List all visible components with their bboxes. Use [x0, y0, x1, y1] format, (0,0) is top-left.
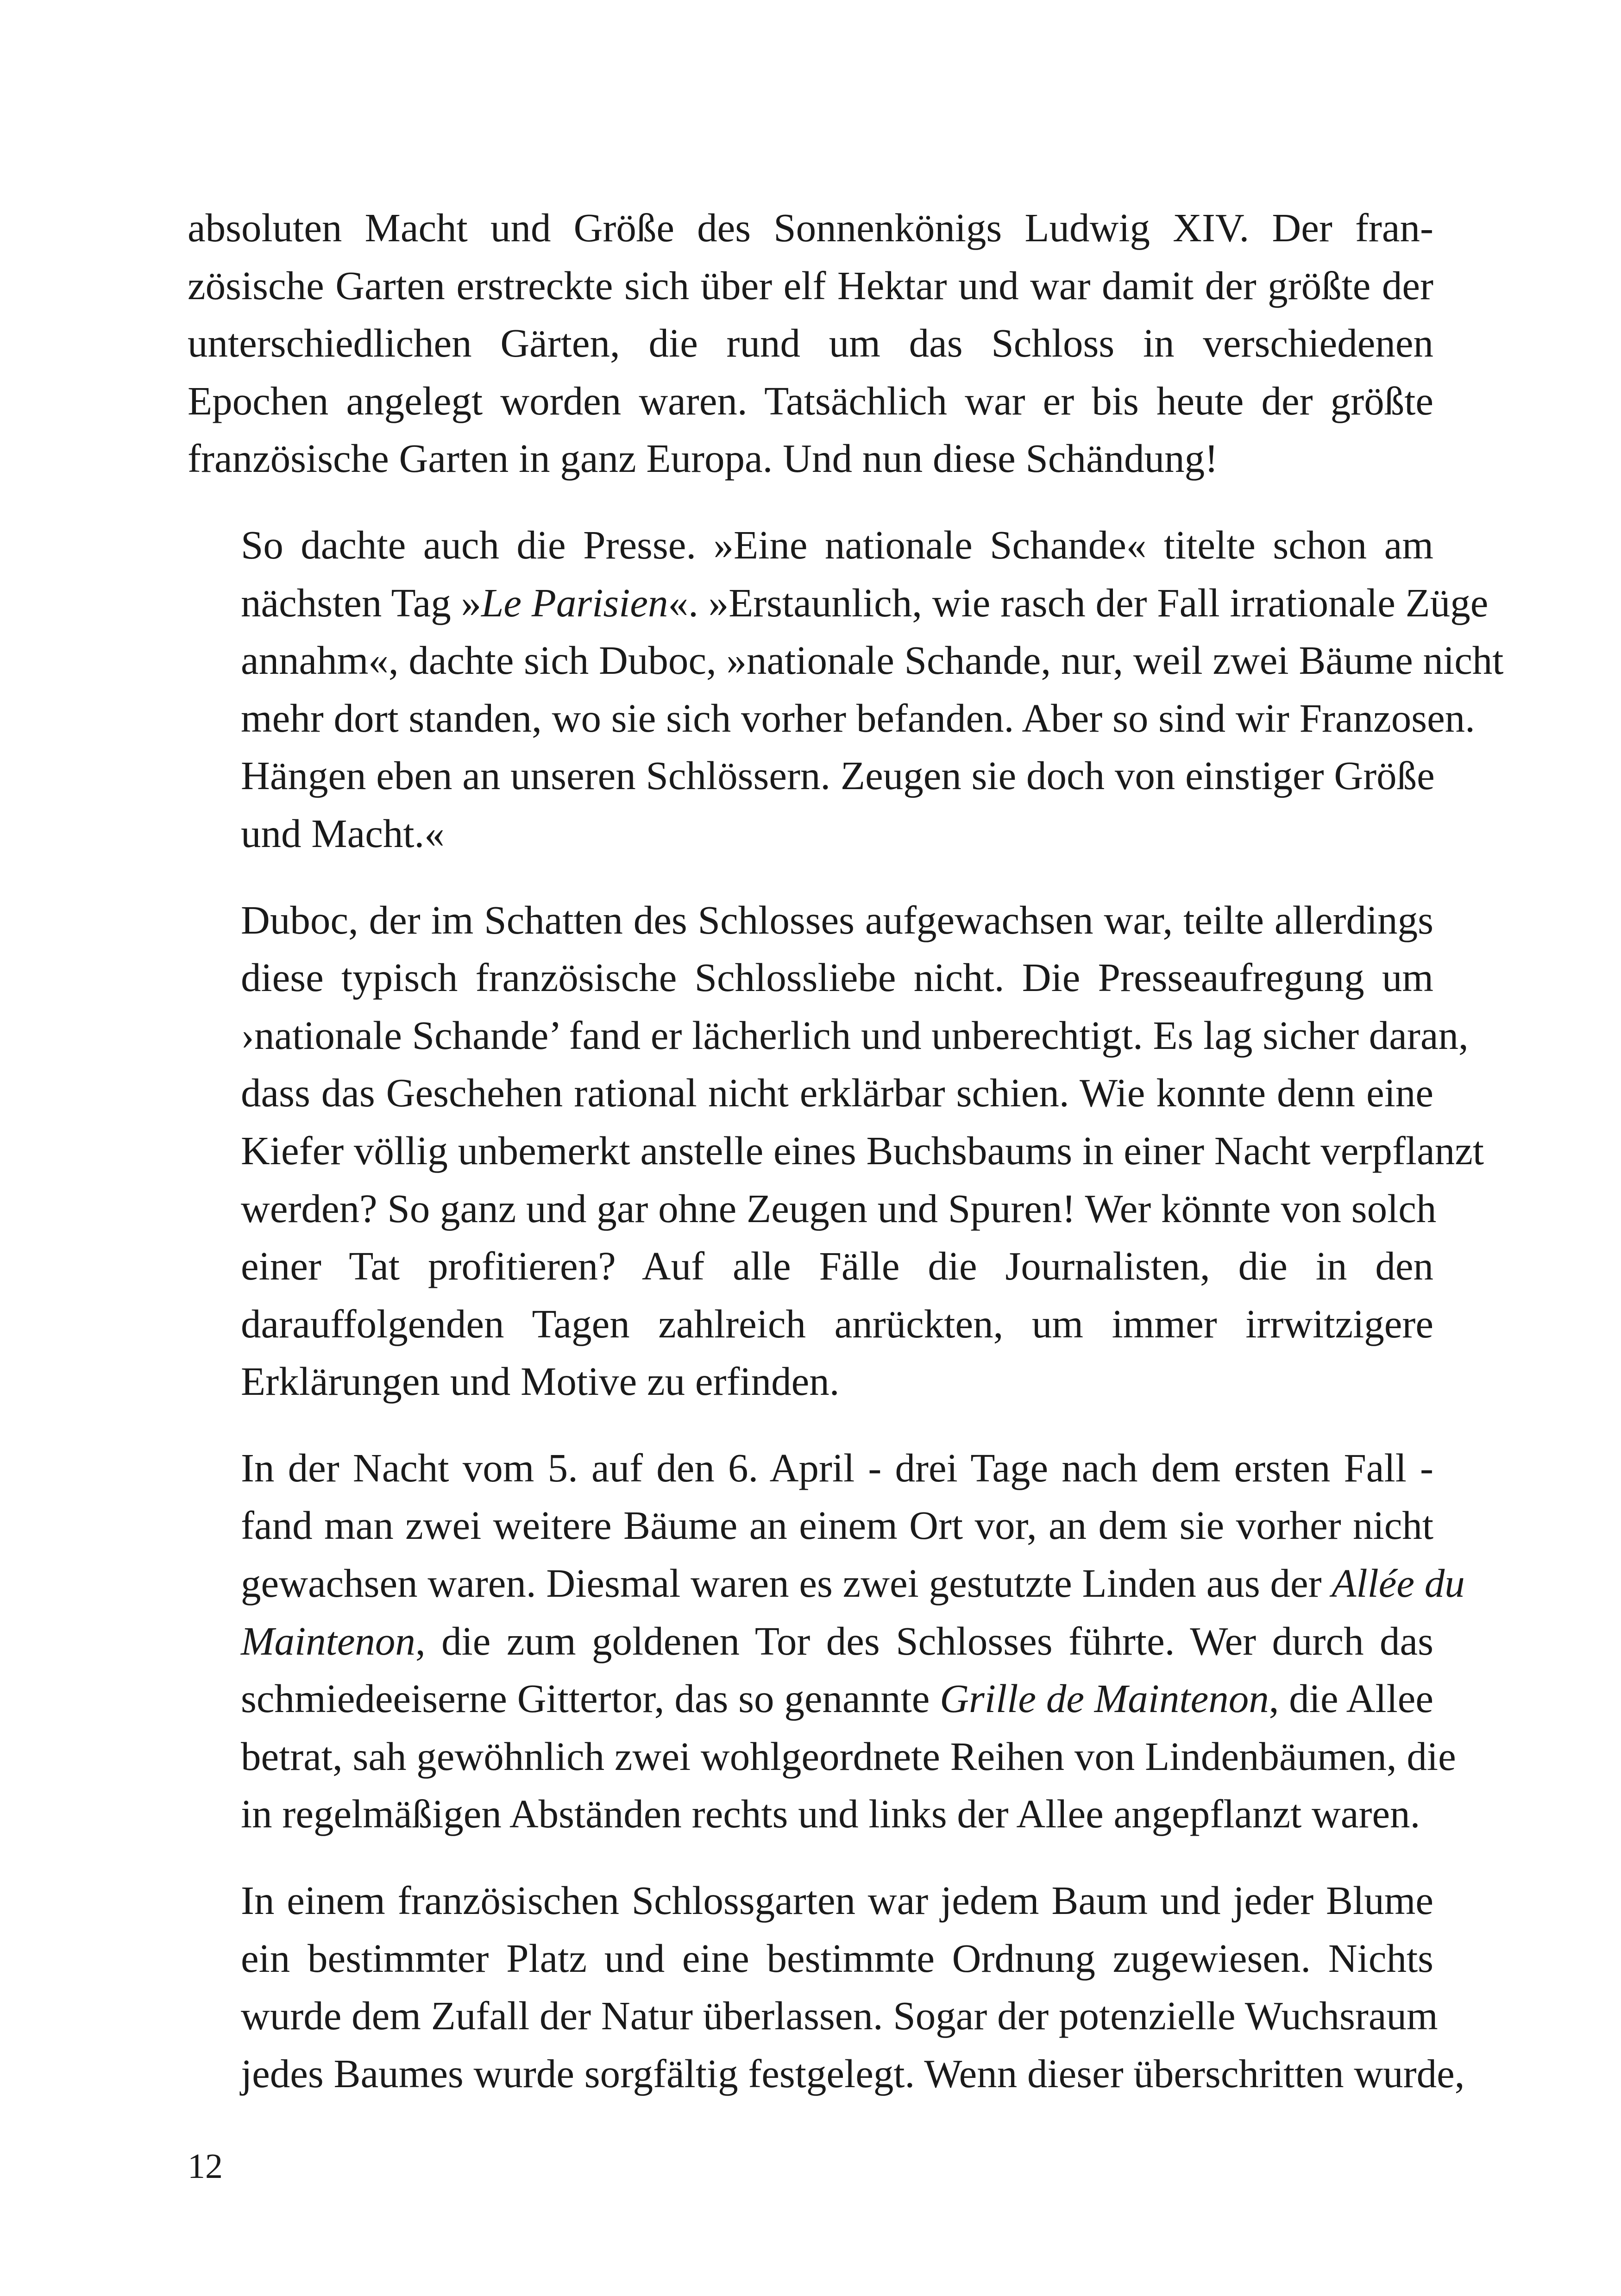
text-line: In der Nacht vom 5. auf den 6. April - drei Tage nach dem ersten Fall - [241, 1445, 1433, 1490]
paragraph-1 [188, 199, 1433, 488]
text-line-composite [188, 574, 1489, 632]
paragraph-3 [188, 891, 1484, 1411]
page-number: 12 [188, 2147, 223, 2186]
text-line: In einem französischen Schlossgarten war jedem Baum und jeder Blume [241, 1878, 1433, 1923]
paragraph-5 [188, 1872, 1465, 2102]
text-line: annahm«, dachte sich Duboc, »nationale Schande, nur, weil zwei Bäume nicht [241, 638, 1504, 683]
text-line: zösische Garten erstreckte sich über elf Hektar und war damit der größte der [188, 263, 1433, 308]
place-name: Maintenon [241, 1618, 415, 1663]
text-line: wurde dem Zufall der Natur überlassen. Sogar der potenzielle Wuchsraum [241, 1993, 1438, 2039]
text-segment: gewachsen waren. Diesmal waren es zwei gestutzte Linden aus der [241, 1561, 1332, 1606]
text-line: diese typisch französische Schlossliebe nicht. Die Presseaufregung um [241, 955, 1433, 1000]
text-line: So dachte auch die Presse. »Eine nationale Schande« titelte schon am [241, 522, 1433, 567]
text-line: mehr dort standen, wo sie sich vorher befanden. Aber so sind wir Franzosen. [241, 695, 1475, 740]
text-line: und Macht.« [241, 810, 445, 856]
text-line: betrat, sah gewöhnlich zwei wohlgeordnete Reihen von Lindenbäumen, die [241, 1733, 1456, 1779]
text-line: Erklärungen und Motive zu erfinden. [241, 1359, 840, 1404]
text-segment: , die Allee [1269, 1676, 1434, 1721]
text-line: fand man zwei weitere Bäume an einem Ort vor, an dem sie vorher nicht [241, 1503, 1433, 1548]
text-line: darauffolgenden Tagen zahlreich anrückten, um immer irrwitzigere [241, 1301, 1433, 1346]
text-line: werden? So ganz und gar ohne Zeugen und Spuren! Wer könnte von solch [241, 1186, 1437, 1231]
text-segment: «. »Erstaunlich, wie rasch der Fall irrationale Züge [668, 580, 1489, 625]
text-line: einer Tat profitieren? Auf alle Fälle die Journalisten, die in den [241, 1243, 1433, 1289]
paragraph-2 [188, 516, 1504, 863]
text-line-composite [188, 1555, 1465, 1612]
text-line: jedes Baumes wurde sorgfältig festgelegt. Wenn dieser überschritten wurde, [241, 2051, 1465, 2096]
text-line: dass das Geschehen rational nicht erklärbar schien. Wie konnte denn eine [241, 1070, 1433, 1116]
text-line-composite [188, 1670, 1433, 1728]
paragraph-4 [188, 1439, 1465, 1843]
text-line: Kiefer völlig unbemerkt anstelle eines Buchsbaums in einer Nacht verpflanzt [241, 1128, 1484, 1173]
text-line: ›nationale Schande’ fand er lächerlich und unberechtigt. Es lag sicher daran, [241, 1012, 1469, 1058]
page-body [188, 199, 1504, 2102]
text-segment: nächsten Tag » [241, 580, 481, 625]
text-line: Hängen eben an unseren Schlössern. Zeugen sie doch von einstiger Größe [241, 753, 1435, 798]
text-line: ein bestimmter Platz und eine bestimmte Ordnung zugewiesen. Nichts [241, 1935, 1433, 1981]
text-line: französische Garten in ganz Europa. Und nun diese Schändung! [188, 436, 1219, 481]
text-segment: , die zum goldenen Tor des Schlosses führte. Wer durch das [415, 1618, 1433, 1663]
text-segment: schmiedeeiserne Gittertor, das so genannte [241, 1676, 940, 1721]
text-line: unterschiedlichen Gärten, die rund um das Schloss in verschiedenen [188, 320, 1433, 366]
text-line: absoluten Macht und Größe des Sonnenkönigs Ludwig XIV. Der fran- [188, 205, 1433, 250]
newspaper-title: Le Parisien [481, 580, 668, 625]
text-line-composite [188, 1612, 1433, 1670]
text-line: Epochen angelegt worden waren. Tatsächlich war er bis heute der größte [188, 378, 1433, 423]
text-line: Duboc, der im Schatten des Schlosses aufgewachsen war, teilte allerdings [241, 897, 1433, 942]
place-name: Allée du [1332, 1561, 1465, 1606]
text-line: in regelmäßigen Abständen rechts und links der Allee angepflanzt waren. [241, 1791, 1420, 1837]
place-name: Grille de Maintenon [940, 1676, 1269, 1721]
